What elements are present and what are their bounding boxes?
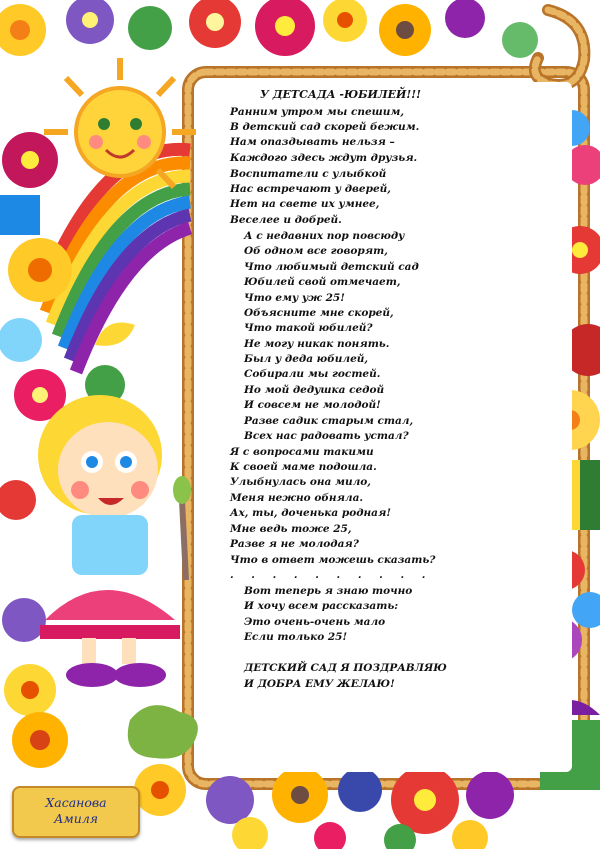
poem-separator: . . . . . . . . . .: [230, 569, 433, 581]
poem-line: Юбилей свой отмечает,: [244, 276, 401, 288]
poem-line: Разве я не молодая?: [230, 538, 359, 550]
poem-line: И хочу всем рассказать:: [244, 600, 399, 612]
poem-line: Собирали мы гостей.: [244, 368, 381, 380]
poem-line: Что ему уж 25!: [244, 292, 345, 304]
poem-closing-line: И ДОБРА ЕМУ ЖЕЛАЮ!: [244, 678, 395, 690]
poem-line: Это очень-очень мало: [244, 616, 386, 628]
poem-line: Мне ведь тоже 25,: [230, 523, 352, 535]
poem-closing-line: ДЕТСКИЙ САД Я ПОЗДРАВЛЯЮ: [244, 662, 447, 674]
poem-line: Всех нас радовать устал?: [244, 430, 409, 442]
poem-line: И совсем не молодой!: [244, 399, 381, 411]
poem-line: Разве садик старым стал,: [244, 415, 414, 427]
poem-line: Ранним утром мы спешим,: [230, 106, 405, 118]
poem-line: Ах, ты, доченька родная!: [230, 507, 391, 519]
poem-line: Я с вопросами такими: [230, 446, 374, 458]
poem-line: Нет на свете их умнее,: [230, 198, 380, 210]
poem-line: Что любимый детский сад: [244, 261, 419, 273]
poem-title: У ДЕТСАДА -ЮБИЛЕЙ!!!: [260, 88, 421, 101]
poem-line: Воспитатели с улыбкой: [230, 168, 387, 180]
poem-line: Нас встречают у дверей,: [230, 183, 391, 195]
poem-line: Меня нежно обняла.: [230, 492, 364, 504]
poem-line: Но мой дедушка седой: [244, 384, 385, 396]
poem-page: [200, 82, 572, 772]
poem-line: Что такой юбилей?: [244, 322, 373, 334]
poem-line: Улыбнулась она мило,: [230, 476, 371, 488]
author-name: Амиля: [53, 811, 99, 826]
poem-line: Каждого здесь ждут друзья.: [230, 152, 418, 164]
author-sign: [12, 786, 140, 838]
poem-line: А с недавних пор повсюду: [244, 230, 405, 242]
poem-line: Что в ответ можешь сказать?: [230, 554, 436, 566]
poem-line: Веселее и добрей.: [230, 214, 342, 226]
girl-illustration: [38, 323, 191, 688]
poem-line: Нам опаздывать нельзя –: [230, 136, 395, 148]
poem-line: Если только 25!: [244, 631, 348, 643]
poem-line: Об одном все говорят,: [244, 245, 388, 257]
top-flowers: [0, 0, 538, 58]
poem-line: Объясните мне скорей,: [244, 307, 394, 319]
poem-line: Вот теперь я знаю точно: [244, 585, 413, 597]
poem-line: В детский сад скорей бежим.: [230, 121, 420, 133]
poem-line: К своей маме подошла.: [230, 461, 377, 473]
poem-line: Был у деда юбилей,: [244, 353, 369, 365]
author-surname: Хасанова: [45, 795, 107, 810]
poem-line: Не могу никак понять.: [244, 338, 390, 350]
